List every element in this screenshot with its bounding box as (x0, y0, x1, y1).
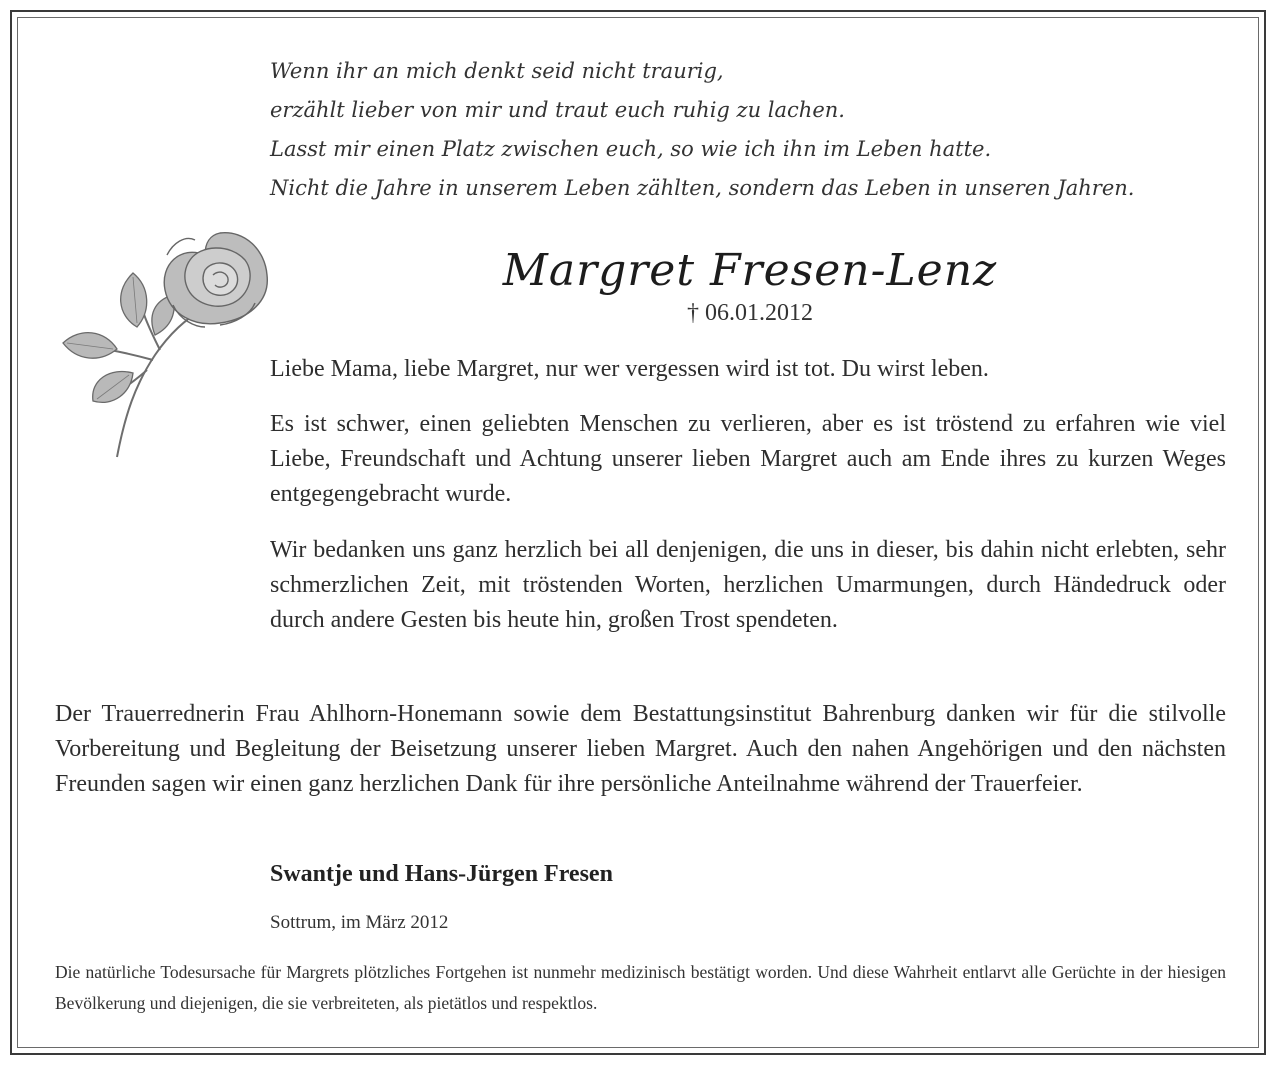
footnote: Die natürliche Todesursache für Margrets plötzliches Fortgehen ist nunmehr medizinisch bestätigt worden. Und diese Wahrheit entlarvt alle Gerüchte in der hiesigen Bevölkerung und diejenigen, die sie verbreiteten, als pietätlos und respektlos. (55, 962, 1226, 1013)
poem-line: Nicht die Jahre in unserem Leben zählten, sondern das Leben in unseren Jahren. (270, 176, 1135, 200)
body-paragraph: Wir bedanken uns ganz herzlich bei all denjenigen, die uns in dieser, bis dahin nicht erlebten, sehr schmerzlichen Zeit, mit tröstenden Worten, herzlichen Umarmungen, durch Händedruck oder durch andere Gesten bis heute hin, großen Trost spendeten. (270, 537, 1226, 633)
place-date: Sottrum, im März 2012 (270, 912, 449, 933)
rose-illustration-icon (55, 215, 305, 470)
poem-line: erzählt lieber von mir und traut euch ruhig zu lachen. (270, 98, 845, 122)
body-paragraph: Es ist schwer, einen geliebten Menschen zu verlieren, aber es ist tröstend zu erfahren wie viel Liebe, Freundschaft und Achtung unserer lieben Margret auch am Ende ihres zu kurzen Weges entgegengebracht wurde. (270, 411, 1226, 507)
poem-line: Wenn ihr an mich denkt seid nicht traurig, (270, 59, 724, 83)
body-paragraph: Liebe Mama, liebe Margret, nur wer vergessen wird ist tot. Du wirst leben. (270, 356, 989, 382)
poem (270, 52, 1230, 208)
poem-line: Lasst mir einen Platz zwischen euch, so wie ich ihn im Leben hatte. (270, 137, 992, 161)
deceased-name: Margret Fresen-Lenz (502, 245, 998, 296)
thanks-paragraph: Der Trauerrednerin Frau Ahlhorn-Honemann sowie dem Bestattungsinstitut Bahrenburg danken wir für die stilvolle Vorbereitung und Begleitung der Beisetzung unserer lieben Margret. Auch den nahen Angehörigen und den nächsten Freunden sagen wir einen ganz herzlichen Dank für ihre persönliche Anteilnahme während der Trauerfeier. (55, 701, 1226, 797)
signature: Swantje und Hans-Jürgen Fresen (270, 861, 613, 887)
death-date: † 06.01.2012 (687, 300, 813, 326)
